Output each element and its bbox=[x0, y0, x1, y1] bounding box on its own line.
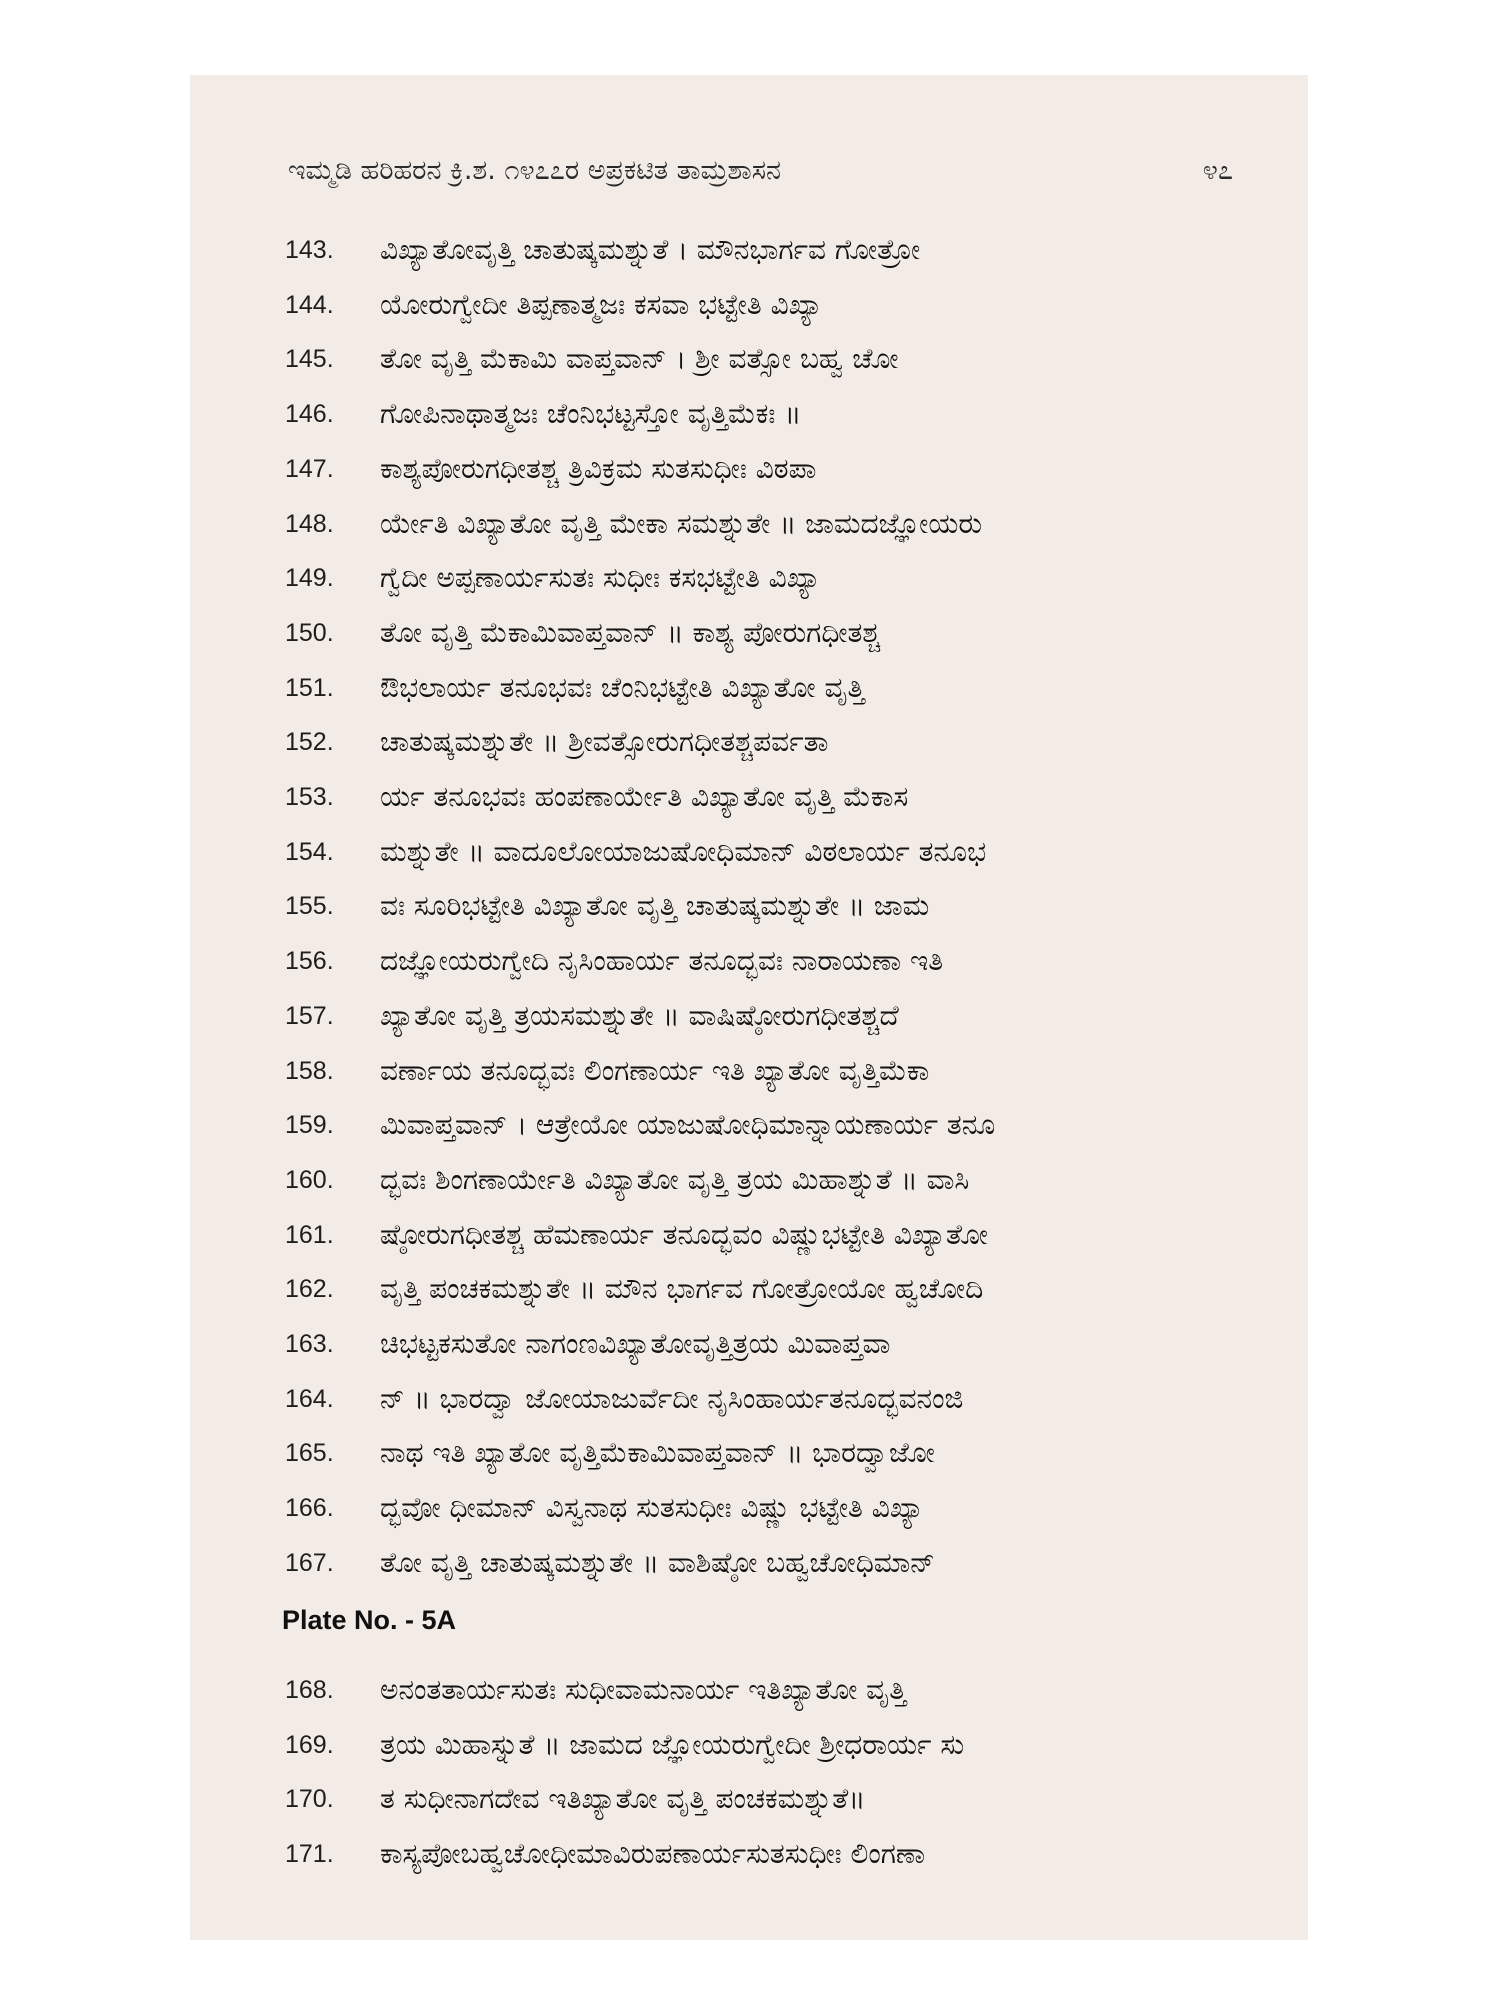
line-text: ತೋ ವೃತ್ತಿ ಚಾತುಷ್ಕಮಶ್ನುತೇ ॥ ವಾಶಿಷ್ಠೋ ಬಹ್ವಚೋಧಿಮಾನ್ bbox=[380, 1545, 935, 1579]
text-line bbox=[190, 334, 1308, 384]
text-line bbox=[190, 1046, 1308, 1096]
text-line bbox=[190, 608, 1308, 658]
line-text: ವಿಖ್ಯಾತೋವೃತ್ತಿ ಚಾತುಷ್ಕಮಶ್ನುತೆ । ಮೌನಭಾರ್ಗವ ಗೋತ್ರೋ bbox=[380, 233, 921, 266]
line-text: ಕಾಸ್ಯಪೋಬಹ್ವಚೋಧೀಮಾವಿರುಪಣಾರ್ಯಸುತಸುಧೀಃ ಲಿಂಗಣಾ bbox=[380, 1837, 926, 1871]
text-line bbox=[190, 1538, 1308, 1588]
plate-label: Plate No. - 5A bbox=[282, 1605, 457, 1635]
text-line bbox=[190, 827, 1308, 877]
line-number: 160. bbox=[285, 1165, 334, 1194]
line-number: 168. bbox=[285, 1676, 334, 1704]
line-text: ದಜ್ಞೋಯರುಗ್ವೇದಿ ನೃಸಿಂಹಾರ್ಯ ತನೂದ್ಭವಃ ನಾರಾಯಣಾ ಇತಿ bbox=[380, 944, 944, 978]
text-line bbox=[190, 717, 1308, 767]
line-number: 152. bbox=[285, 728, 334, 757]
text-line bbox=[190, 1428, 1308, 1478]
text-line bbox=[190, 499, 1308, 549]
line-number: 145. bbox=[285, 345, 334, 374]
text-line bbox=[190, 1483, 1308, 1533]
line-text: ನಾಥ ಇತಿ ಖ್ಯಾತೋ ವೃತ್ತಿಮೆಕಾಮಿವಾಪ್ತವಾನ್ ॥ ಭಾರದ್ವಾಜೋ bbox=[380, 1436, 935, 1470]
text-line bbox=[190, 1100, 1308, 1150]
line-text: ರ್ಯೇತಿ ವಿಖ್ಯಾತೋ ವೃತ್ತಿ ಮೇಕಾ ಸಮಶ್ನುತೇ ॥ ಜಾಮದಜ್ಞೋಯರು bbox=[380, 506, 983, 540]
line-text: ವಃ ಸೂರಿಭಟ್ಟೇತಿ ವಿಖ್ಯಾತೋ ವೃತ್ತಿ ಚಾತುಷ್ಕಮಶ್ನುತೇ ॥ ಜಾಮ bbox=[380, 889, 930, 923]
line-number: 170. bbox=[285, 1785, 334, 1814]
text-line bbox=[190, 991, 1308, 1041]
text-line bbox=[190, 663, 1308, 713]
line-text: ನ್ ॥ ಭಾರದ್ವಾ ಜೋಯಾಜುರ್ವೆದೀ ನೃಸಿಂಹಾರ್ಯತನೂದ್ಭವನಂಜಿ bbox=[380, 1381, 964, 1415]
text-line bbox=[190, 553, 1308, 603]
line-text: ಗೋಪಿನಾಥಾತ್ಮಜಃ ಚೆಂನಿಭಟ್ಟಸ್ತೋ ವೃತ್ತಿಮೆಕಃ ॥ bbox=[380, 397, 802, 431]
line-number: 159. bbox=[285, 1111, 334, 1140]
line-number: 151. bbox=[285, 673, 334, 702]
line-text: ಮಶ್ನುತೇ ॥ ವಾದೂಲೋಯಾಜುಷೋಧಿಮಾನ್ ವಿಠಲಾರ್ಯ ತನೂಭ bbox=[380, 834, 987, 868]
line-number: 144. bbox=[285, 290, 334, 319]
line-text: ವರ್ಣಾಯ ತನೂದ್ಭವಃ ಲಿಂಗಣಾರ್ಯ ಇತಿ ಖ್ಯಾತೋ ವೃತ್ತಿಮೆಕಾ bbox=[380, 1053, 930, 1087]
line-number: 161. bbox=[285, 1220, 334, 1249]
text-line bbox=[190, 936, 1308, 986]
line-number: 156. bbox=[285, 947, 334, 976]
line-text: ಕಾಶ್ಯಪೋರುಗಧೀತಶ್ಚ ತ್ರಿವಿಕ್ರಮ ಸುತಸುಧೀಃ ವಿಠಪಾ bbox=[380, 451, 817, 485]
page-number: ೪೭ bbox=[1202, 155, 1233, 186]
line-number: 149. bbox=[285, 564, 334, 593]
line-number: 162. bbox=[285, 1275, 334, 1304]
line-text: ವೃತ್ತಿ ಪಂಚಕಮಶ್ನುತೇ ॥ ಮೌನ ಭಾರ್ಗವ ಗೋತ್ರೋಯೋ ಹ್ವಚೋದಿ bbox=[380, 1272, 984, 1306]
line-text: ತೋ ವೃತ್ತಿ ಮೆಕಾಮಿವಾಪ್ತವಾನ್ ॥ ಕಾಶ್ಯ ಪೋರುಗಧೀತಶ್ಚ bbox=[380, 615, 881, 649]
text-line bbox=[190, 444, 1308, 494]
line-text: ಯೋರುಗ್ವೇದೀ ತಿಪ್ಪಣಾತ್ಮಜಃ ಕಸವಾ ಭಟ್ಟೇತಿ ವಿಖ್ಯಾ bbox=[380, 287, 823, 321]
text-line bbox=[190, 1720, 1308, 1770]
line-number: 169. bbox=[285, 1730, 334, 1759]
line-number: 163. bbox=[285, 1330, 334, 1358]
line-text: ರ್ಯ ತನೂಭವಃ ಹಂಪಣಾರ್ಯೇತಿ ವಿಖ್ಯಾತೋ ವೃತ್ತಿ ಮೆಕಾಸ bbox=[380, 780, 909, 813]
line-number: 147. bbox=[285, 454, 334, 483]
line-number: 164. bbox=[285, 1384, 334, 1413]
line-text: ದ್ಭವೋ ಧೀಮಾನ್ ವಿಸ್ವನಾಥ ಸುತಸುಧೀಃ ವಿಷ್ಣು ಭಟ್ಟೇತಿ ವಿಖ್ಯಾ bbox=[380, 1491, 924, 1525]
running-header bbox=[288, 155, 1233, 199]
line-number: 146. bbox=[285, 400, 334, 429]
line-number: 165. bbox=[285, 1439, 334, 1468]
text-line bbox=[190, 280, 1308, 330]
line-number: 155. bbox=[285, 892, 334, 921]
text-line bbox=[190, 1665, 1308, 1715]
text-line bbox=[190, 1319, 1308, 1369]
line-text: ತ್ರಯ ಮಿಹಾಸ್ನುತೆ ॥ ಜಾಮದ ಜ್ಞೋಯರುಗ್ವೇದೀ ಶ್ರೀಧರಾರ್ಯ ಸು bbox=[380, 1727, 965, 1761]
line-number: 166. bbox=[285, 1494, 334, 1523]
line-text: ತ ಸುಧೀನಾಗದೇವ ಇತಿಖ್ಯಾತೋ ವೃತ್ತಿ ಪಂಚಕಮಶ್ನುತೆ॥ bbox=[380, 1782, 866, 1816]
line-number: 148. bbox=[285, 509, 334, 538]
line-number: 143. bbox=[285, 236, 334, 264]
text-line bbox=[190, 389, 1308, 439]
text-line bbox=[190, 1155, 1308, 1205]
header-title: ಇಮ್ಮಡಿ ಹರಿಹರನ ಕ್ರಿ.ಶ. ೧೪೭೭ರ ಅಪ್ರಕಟಿತ ತಾಮ್ರಶಾಸನ bbox=[288, 155, 782, 186]
text-line bbox=[190, 772, 1308, 822]
line-text: ಚಾತುಷ್ಕಮಶ್ನುತೇ ॥ ಶ್ರೀವತ್ಸೋರುಗಧೀತಶ್ಚಪರ್ವತಾ bbox=[380, 725, 829, 759]
line-number: 171. bbox=[285, 1840, 334, 1869]
line-number: 153. bbox=[285, 783, 334, 811]
line-text: ಖ್ಯಾತೋ ವೃತ್ತಿ ತ್ರಯಸಮಶ್ನುತೇ ॥ ವಾಷಿಷ್ಠೋರುಗಧೀತಶ್ಚದೆ bbox=[380, 998, 899, 1032]
line-text: ಅನಂತತಾರ್ಯಸುತಃ ಸುಧೀವಾಮನಾರ್ಯ ಇತಿಖ್ಯಾತೋ ವೃತ್ತಿ bbox=[380, 1673, 907, 1706]
text-line bbox=[190, 1264, 1308, 1314]
line-number: 158. bbox=[285, 1056, 334, 1085]
line-number: 150. bbox=[285, 618, 334, 647]
document-page bbox=[190, 75, 1308, 1940]
line-text: ಷ್ಠೋರುಗಧೀತಶ್ಚ ಹೆಮಣಾರ್ಯ ತನೂದ್ಭವಂ ವಿಷ್ಣುಭಟ್ಟೇತಿ ವಿಖ್ಯಾತೋ bbox=[380, 1217, 988, 1251]
line-number: 154. bbox=[285, 837, 334, 866]
line-text: ದ್ಭವಃ ಶಿಂಗಣಾರ್ಯೇತಿ ವಿಖ್ಯಾತೋ ವೃತ್ತಿ ತ್ರಯ ಮಿಹಾಶ್ನುತೆ ॥ ವಾಸಿ bbox=[380, 1162, 970, 1196]
text-line bbox=[190, 881, 1308, 931]
line-text: ತೋ ವೃತ್ತಿ ಮೆಕಾಮಿ ವಾಪ್ತವಾನ್ । ಶ್ರೀ ವತ್ಸೋ ಬಹ್ವ ಚೋ bbox=[380, 342, 899, 376]
line-text: ಗ್ವೆದೀ ಅಪ್ಪಣಾರ್ಯಸುತಃ ಸುಧೀಃ ಕಸಭಟ್ಟೇತಿ ವಿಖ್ಯಾ bbox=[380, 561, 821, 595]
text-line bbox=[190, 1210, 1308, 1260]
text-line bbox=[190, 1829, 1308, 1879]
line-number: 157. bbox=[285, 1001, 334, 1030]
line-number: 167. bbox=[285, 1548, 334, 1577]
text-line bbox=[190, 225, 1308, 275]
line-text: ಚಿಭಟ್ಟಕಸುತೋ ನಾಗಂಣವಿಖ್ಯಾತೋವೃತ್ತಿತ್ರಯ ಮಿವಾಪ್ತವಾ bbox=[380, 1327, 891, 1360]
line-text: ಮಿವಾಪ್ತವಾನ್ । ಆತ್ರೇಯೋ ಯಾಜುಷೋಧಿಮಾನ್ನಾಯಣಾರ್ಯ ತನೂ bbox=[380, 1108, 996, 1142]
text-line bbox=[190, 1374, 1308, 1424]
text-line bbox=[190, 1774, 1308, 1824]
line-text: ಔಭಲಾರ್ಯ ತನೂಭವಃ ಚೆಂನಿಭಟ್ಟೇತಿ ವಿಖ್ಯಾತೋ ವೃತ್ತಿ bbox=[380, 670, 865, 704]
